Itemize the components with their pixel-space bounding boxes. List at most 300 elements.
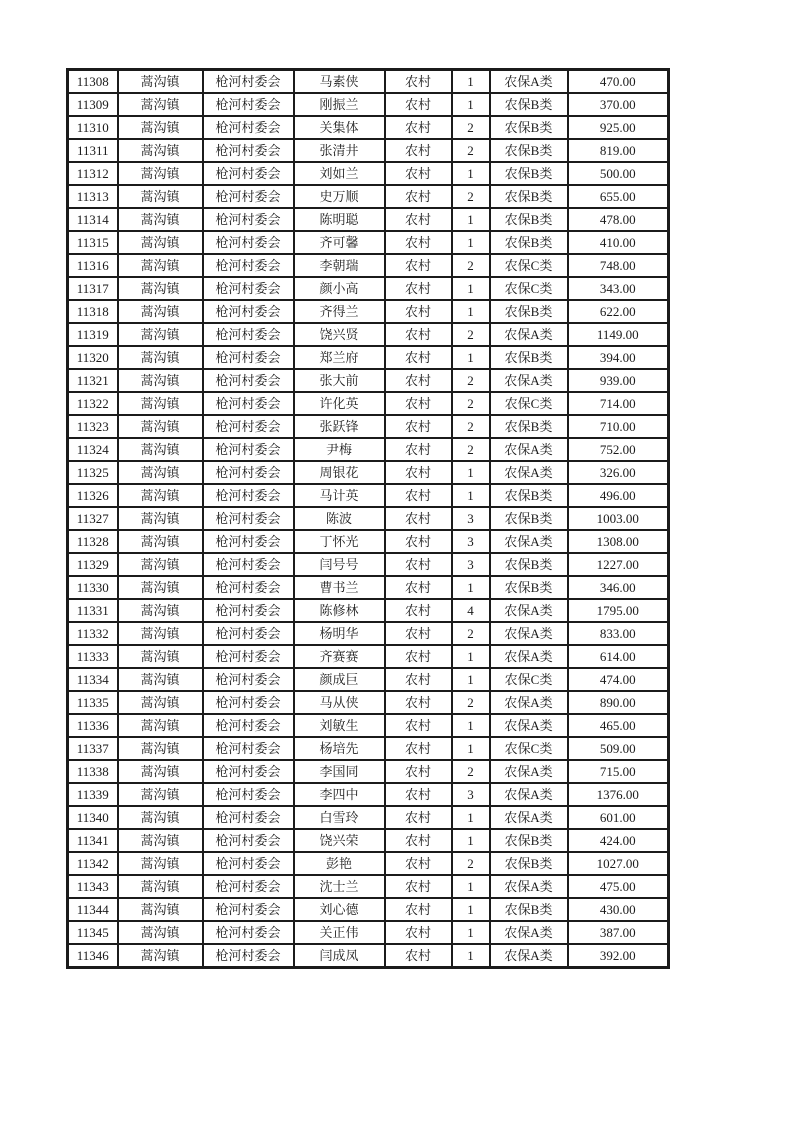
- category-cell: 农保B类: [490, 576, 568, 599]
- count-cell: 2: [452, 415, 490, 438]
- town-cell: 蒿沟镇: [118, 116, 203, 139]
- count-cell: 2: [452, 691, 490, 714]
- village-cell: 枪河村委会: [203, 829, 294, 852]
- village-cell: 枪河村委会: [203, 760, 294, 783]
- type-cell: 农村: [385, 300, 452, 323]
- table-row: [68, 139, 669, 162]
- town-cell: 蒿沟镇: [118, 829, 203, 852]
- category-cell: 农保B类: [490, 553, 568, 576]
- town-cell: 蒿沟镇: [118, 806, 203, 829]
- name-cell: 刘如兰: [294, 162, 385, 185]
- name-cell: 刘敏生: [294, 714, 385, 737]
- table-row: [68, 921, 669, 944]
- table-row: [68, 507, 669, 530]
- id-cell: 11339: [68, 783, 118, 806]
- amount-cell: 655.00: [568, 185, 669, 208]
- amount-cell: 710.00: [568, 415, 669, 438]
- category-cell: 农保B类: [490, 898, 568, 921]
- village-cell: 枪河村委会: [203, 898, 294, 921]
- id-cell: 11335: [68, 691, 118, 714]
- amount-cell: 326.00: [568, 461, 669, 484]
- town-cell: 蒿沟镇: [118, 392, 203, 415]
- id-cell: 11313: [68, 185, 118, 208]
- category-cell: 农保C类: [490, 254, 568, 277]
- amount-cell: 465.00: [568, 714, 669, 737]
- name-cell: 郑兰府: [294, 346, 385, 369]
- type-cell: 农村: [385, 162, 452, 185]
- records-table-body: [68, 70, 669, 968]
- amount-cell: 925.00: [568, 116, 669, 139]
- type-cell: 农村: [385, 829, 452, 852]
- table-row: [68, 300, 669, 323]
- count-cell: 2: [452, 323, 490, 346]
- village-cell: 枪河村委会: [203, 737, 294, 760]
- id-cell: 11321: [68, 369, 118, 392]
- name-cell: 陈波: [294, 507, 385, 530]
- table-row: [68, 829, 669, 852]
- count-cell: 1: [452, 162, 490, 185]
- table-row: [68, 346, 669, 369]
- name-cell: 史万顺: [294, 185, 385, 208]
- type-cell: 农村: [385, 783, 452, 806]
- village-cell: 枪河村委会: [203, 484, 294, 507]
- village-cell: 枪河村委会: [203, 254, 294, 277]
- amount-cell: 833.00: [568, 622, 669, 645]
- id-cell: 11328: [68, 530, 118, 553]
- town-cell: 蒿沟镇: [118, 231, 203, 254]
- type-cell: 农村: [385, 93, 452, 116]
- type-cell: 农村: [385, 415, 452, 438]
- category-cell: 农保B类: [490, 300, 568, 323]
- category-cell: 农保C类: [490, 277, 568, 300]
- town-cell: 蒿沟镇: [118, 898, 203, 921]
- type-cell: 农村: [385, 507, 452, 530]
- id-cell: 11327: [68, 507, 118, 530]
- id-cell: 11342: [68, 852, 118, 875]
- table-row: [68, 760, 669, 783]
- type-cell: 农村: [385, 622, 452, 645]
- amount-cell: 714.00: [568, 392, 669, 415]
- count-cell: 1: [452, 875, 490, 898]
- records-table: [66, 68, 670, 969]
- type-cell: 农村: [385, 208, 452, 231]
- name-cell: 刘心德: [294, 898, 385, 921]
- count-cell: 1: [452, 208, 490, 231]
- town-cell: 蒿沟镇: [118, 714, 203, 737]
- village-cell: 枪河村委会: [203, 185, 294, 208]
- id-cell: 11325: [68, 461, 118, 484]
- id-cell: 11310: [68, 116, 118, 139]
- name-cell: 彭艳: [294, 852, 385, 875]
- count-cell: 1: [452, 714, 490, 737]
- table-row: [68, 737, 669, 760]
- name-cell: 杨培先: [294, 737, 385, 760]
- count-cell: 1: [452, 898, 490, 921]
- table-row: [68, 714, 669, 737]
- table-row: [68, 93, 669, 116]
- name-cell: 关正伟: [294, 921, 385, 944]
- name-cell: 丁怀光: [294, 530, 385, 553]
- name-cell: 李国同: [294, 760, 385, 783]
- category-cell: 农保C类: [490, 737, 568, 760]
- id-cell: 11309: [68, 93, 118, 116]
- village-cell: 枪河村委会: [203, 852, 294, 875]
- amount-cell: 1795.00: [568, 599, 669, 622]
- id-cell: 11326: [68, 484, 118, 507]
- village-cell: 枪河村委会: [203, 369, 294, 392]
- type-cell: 农村: [385, 392, 452, 415]
- name-cell: 李朝瑞: [294, 254, 385, 277]
- count-cell: 1: [452, 576, 490, 599]
- town-cell: 蒿沟镇: [118, 783, 203, 806]
- name-cell: 张清井: [294, 139, 385, 162]
- type-cell: 农村: [385, 484, 452, 507]
- town-cell: 蒿沟镇: [118, 461, 203, 484]
- name-cell: 马素侠: [294, 70, 385, 94]
- name-cell: 饶兴贤: [294, 323, 385, 346]
- count-cell: 1: [452, 484, 490, 507]
- amount-cell: 715.00: [568, 760, 669, 783]
- name-cell: 许化英: [294, 392, 385, 415]
- town-cell: 蒿沟镇: [118, 553, 203, 576]
- amount-cell: 509.00: [568, 737, 669, 760]
- category-cell: 农保A类: [490, 691, 568, 714]
- category-cell: 农保A类: [490, 760, 568, 783]
- name-cell: 颜成巨: [294, 668, 385, 691]
- name-cell: 陈修林: [294, 599, 385, 622]
- type-cell: 农村: [385, 139, 452, 162]
- town-cell: 蒿沟镇: [118, 346, 203, 369]
- category-cell: 农保A类: [490, 599, 568, 622]
- id-cell: 11333: [68, 645, 118, 668]
- table-row: [68, 369, 669, 392]
- amount-cell: 890.00: [568, 691, 669, 714]
- village-cell: 枪河村委会: [203, 139, 294, 162]
- category-cell: 农保A类: [490, 461, 568, 484]
- name-cell: 张跃锋: [294, 415, 385, 438]
- village-cell: 枪河村委会: [203, 277, 294, 300]
- type-cell: 农村: [385, 737, 452, 760]
- id-cell: 11334: [68, 668, 118, 691]
- category-cell: 农保A类: [490, 622, 568, 645]
- id-cell: 11311: [68, 139, 118, 162]
- amount-cell: 601.00: [568, 806, 669, 829]
- amount-cell: 387.00: [568, 921, 669, 944]
- id-cell: 11330: [68, 576, 118, 599]
- town-cell: 蒿沟镇: [118, 323, 203, 346]
- table-row: [68, 599, 669, 622]
- count-cell: 2: [452, 760, 490, 783]
- village-cell: 枪河村委会: [203, 392, 294, 415]
- count-cell: 1: [452, 70, 490, 94]
- village-cell: 枪河村委会: [203, 599, 294, 622]
- amount-cell: 496.00: [568, 484, 669, 507]
- type-cell: 农村: [385, 254, 452, 277]
- category-cell: 农保A类: [490, 783, 568, 806]
- table-row: [68, 898, 669, 921]
- id-cell: 11316: [68, 254, 118, 277]
- amount-cell: 1376.00: [568, 783, 669, 806]
- table-row: [68, 530, 669, 553]
- town-cell: 蒿沟镇: [118, 93, 203, 116]
- name-cell: 马从侠: [294, 691, 385, 714]
- category-cell: 农保A类: [490, 944, 568, 968]
- table-row: [68, 70, 669, 94]
- type-cell: 农村: [385, 70, 452, 94]
- name-cell: 李四中: [294, 783, 385, 806]
- name-cell: 周银花: [294, 461, 385, 484]
- amount-cell: 748.00: [568, 254, 669, 277]
- table-row: [68, 185, 669, 208]
- village-cell: 枪河村委会: [203, 162, 294, 185]
- table-row: [68, 553, 669, 576]
- count-cell: 1: [452, 806, 490, 829]
- count-cell: 2: [452, 139, 490, 162]
- town-cell: 蒿沟镇: [118, 737, 203, 760]
- table-row: [68, 875, 669, 898]
- village-cell: 枪河村委会: [203, 921, 294, 944]
- town-cell: 蒿沟镇: [118, 668, 203, 691]
- category-cell: 农保B类: [490, 231, 568, 254]
- id-cell: 11332: [68, 622, 118, 645]
- amount-cell: 478.00: [568, 208, 669, 231]
- category-cell: 农保B类: [490, 346, 568, 369]
- village-cell: 枪河村委会: [203, 806, 294, 829]
- town-cell: 蒿沟镇: [118, 622, 203, 645]
- id-cell: 11345: [68, 921, 118, 944]
- type-cell: 农村: [385, 369, 452, 392]
- type-cell: 农村: [385, 875, 452, 898]
- count-cell: 1: [452, 461, 490, 484]
- amount-cell: 410.00: [568, 231, 669, 254]
- category-cell: 农保B类: [490, 139, 568, 162]
- amount-cell: 614.00: [568, 645, 669, 668]
- name-cell: 颜小高: [294, 277, 385, 300]
- category-cell: 农保B类: [490, 829, 568, 852]
- type-cell: 农村: [385, 921, 452, 944]
- table-row: [68, 668, 669, 691]
- category-cell: 农保A类: [490, 369, 568, 392]
- category-cell: 农保A类: [490, 530, 568, 553]
- type-cell: 农村: [385, 898, 452, 921]
- category-cell: 农保B类: [490, 208, 568, 231]
- type-cell: 农村: [385, 944, 452, 968]
- town-cell: 蒿沟镇: [118, 691, 203, 714]
- id-cell: 11324: [68, 438, 118, 461]
- table-row: [68, 116, 669, 139]
- count-cell: 1: [452, 346, 490, 369]
- village-cell: 枪河村委会: [203, 645, 294, 668]
- id-cell: 11343: [68, 875, 118, 898]
- town-cell: 蒿沟镇: [118, 277, 203, 300]
- town-cell: 蒿沟镇: [118, 139, 203, 162]
- count-cell: 1: [452, 829, 490, 852]
- id-cell: 11315: [68, 231, 118, 254]
- type-cell: 农村: [385, 760, 452, 783]
- village-cell: 枪河村委会: [203, 323, 294, 346]
- amount-cell: 392.00: [568, 944, 669, 968]
- name-cell: 闫号号: [294, 553, 385, 576]
- table-row: [68, 783, 669, 806]
- table-row: [68, 622, 669, 645]
- table-row: [68, 944, 669, 968]
- town-cell: 蒿沟镇: [118, 185, 203, 208]
- id-cell: 11336: [68, 714, 118, 737]
- category-cell: 农保A类: [490, 645, 568, 668]
- count-cell: 2: [452, 622, 490, 645]
- count-cell: 2: [452, 254, 490, 277]
- count-cell: 1: [452, 277, 490, 300]
- amount-cell: 470.00: [568, 70, 669, 94]
- id-cell: 11341: [68, 829, 118, 852]
- town-cell: 蒿沟镇: [118, 530, 203, 553]
- amount-cell: 1308.00: [568, 530, 669, 553]
- count-cell: 1: [452, 668, 490, 691]
- count-cell: 1: [452, 737, 490, 760]
- count-cell: 3: [452, 530, 490, 553]
- count-cell: 1: [452, 93, 490, 116]
- type-cell: 农村: [385, 576, 452, 599]
- type-cell: 农村: [385, 438, 452, 461]
- table-row: [68, 231, 669, 254]
- count-cell: 1: [452, 944, 490, 968]
- amount-cell: 500.00: [568, 162, 669, 185]
- town-cell: 蒿沟镇: [118, 208, 203, 231]
- table-row: [68, 484, 669, 507]
- table-row: [68, 277, 669, 300]
- name-cell: 沈士兰: [294, 875, 385, 898]
- type-cell: 农村: [385, 691, 452, 714]
- village-cell: 枪河村委会: [203, 346, 294, 369]
- village-cell: 枪河村委会: [203, 553, 294, 576]
- id-cell: 11329: [68, 553, 118, 576]
- village-cell: 枪河村委会: [203, 208, 294, 231]
- count-cell: 4: [452, 599, 490, 622]
- village-cell: 枪河村委会: [203, 622, 294, 645]
- table-row: [68, 392, 669, 415]
- village-cell: 枪河村委会: [203, 93, 294, 116]
- count-cell: 2: [452, 392, 490, 415]
- id-cell: 11318: [68, 300, 118, 323]
- id-cell: 11346: [68, 944, 118, 968]
- table-row: [68, 806, 669, 829]
- name-cell: 关集体: [294, 116, 385, 139]
- village-cell: 枪河村委会: [203, 576, 294, 599]
- village-cell: 枪河村委会: [203, 415, 294, 438]
- town-cell: 蒿沟镇: [118, 254, 203, 277]
- id-cell: 11312: [68, 162, 118, 185]
- town-cell: 蒿沟镇: [118, 645, 203, 668]
- town-cell: 蒿沟镇: [118, 300, 203, 323]
- village-cell: 枪河村委会: [203, 70, 294, 94]
- amount-cell: 752.00: [568, 438, 669, 461]
- amount-cell: 370.00: [568, 93, 669, 116]
- name-cell: 刚振兰: [294, 93, 385, 116]
- amount-cell: 939.00: [568, 369, 669, 392]
- town-cell: 蒿沟镇: [118, 875, 203, 898]
- town-cell: 蒿沟镇: [118, 760, 203, 783]
- amount-cell: 1227.00: [568, 553, 669, 576]
- name-cell: 陈明聪: [294, 208, 385, 231]
- type-cell: 农村: [385, 323, 452, 346]
- type-cell: 农村: [385, 116, 452, 139]
- name-cell: 张大前: [294, 369, 385, 392]
- town-cell: 蒿沟镇: [118, 70, 203, 94]
- town-cell: 蒿沟镇: [118, 852, 203, 875]
- village-cell: 枪河村委会: [203, 300, 294, 323]
- id-cell: 11340: [68, 806, 118, 829]
- village-cell: 枪河村委会: [203, 944, 294, 968]
- village-cell: 枪河村委会: [203, 438, 294, 461]
- type-cell: 农村: [385, 668, 452, 691]
- type-cell: 农村: [385, 185, 452, 208]
- village-cell: 枪河村委会: [203, 714, 294, 737]
- village-cell: 枪河村委会: [203, 461, 294, 484]
- village-cell: 枪河村委会: [203, 668, 294, 691]
- type-cell: 农村: [385, 530, 452, 553]
- village-cell: 枪河村委会: [203, 231, 294, 254]
- table-row: [68, 415, 669, 438]
- amount-cell: 1149.00: [568, 323, 669, 346]
- village-cell: 枪河村委会: [203, 507, 294, 530]
- village-cell: 枪河村委会: [203, 783, 294, 806]
- table-row: [68, 645, 669, 668]
- name-cell: 齐赛赛: [294, 645, 385, 668]
- category-cell: 农保C类: [490, 392, 568, 415]
- amount-cell: 346.00: [568, 576, 669, 599]
- town-cell: 蒿沟镇: [118, 921, 203, 944]
- name-cell: 尹梅: [294, 438, 385, 461]
- table-row: [68, 254, 669, 277]
- count-cell: 2: [452, 185, 490, 208]
- table-row: [68, 323, 669, 346]
- name-cell: 马计英: [294, 484, 385, 507]
- village-cell: 枪河村委会: [203, 875, 294, 898]
- count-cell: 2: [452, 369, 490, 392]
- id-cell: 11319: [68, 323, 118, 346]
- town-cell: 蒿沟镇: [118, 507, 203, 530]
- id-cell: 11317: [68, 277, 118, 300]
- table-row: [68, 691, 669, 714]
- type-cell: 农村: [385, 806, 452, 829]
- amount-cell: 1027.00: [568, 852, 669, 875]
- table-row: [68, 438, 669, 461]
- table-row: [68, 852, 669, 875]
- type-cell: 农村: [385, 277, 452, 300]
- category-cell: 农保B类: [490, 415, 568, 438]
- category-cell: 农保B类: [490, 852, 568, 875]
- id-cell: 11337: [68, 737, 118, 760]
- id-cell: 11344: [68, 898, 118, 921]
- category-cell: 农保C类: [490, 668, 568, 691]
- town-cell: 蒿沟镇: [118, 415, 203, 438]
- type-cell: 农村: [385, 599, 452, 622]
- count-cell: 1: [452, 645, 490, 668]
- count-cell: 3: [452, 783, 490, 806]
- category-cell: 农保B类: [490, 185, 568, 208]
- type-cell: 农村: [385, 714, 452, 737]
- id-cell: 11323: [68, 415, 118, 438]
- town-cell: 蒿沟镇: [118, 576, 203, 599]
- count-cell: 2: [452, 116, 490, 139]
- name-cell: 白雪玲: [294, 806, 385, 829]
- category-cell: 农保B类: [490, 116, 568, 139]
- category-cell: 农保A类: [490, 921, 568, 944]
- type-cell: 农村: [385, 231, 452, 254]
- category-cell: 农保A类: [490, 438, 568, 461]
- town-cell: 蒿沟镇: [118, 599, 203, 622]
- type-cell: 农村: [385, 346, 452, 369]
